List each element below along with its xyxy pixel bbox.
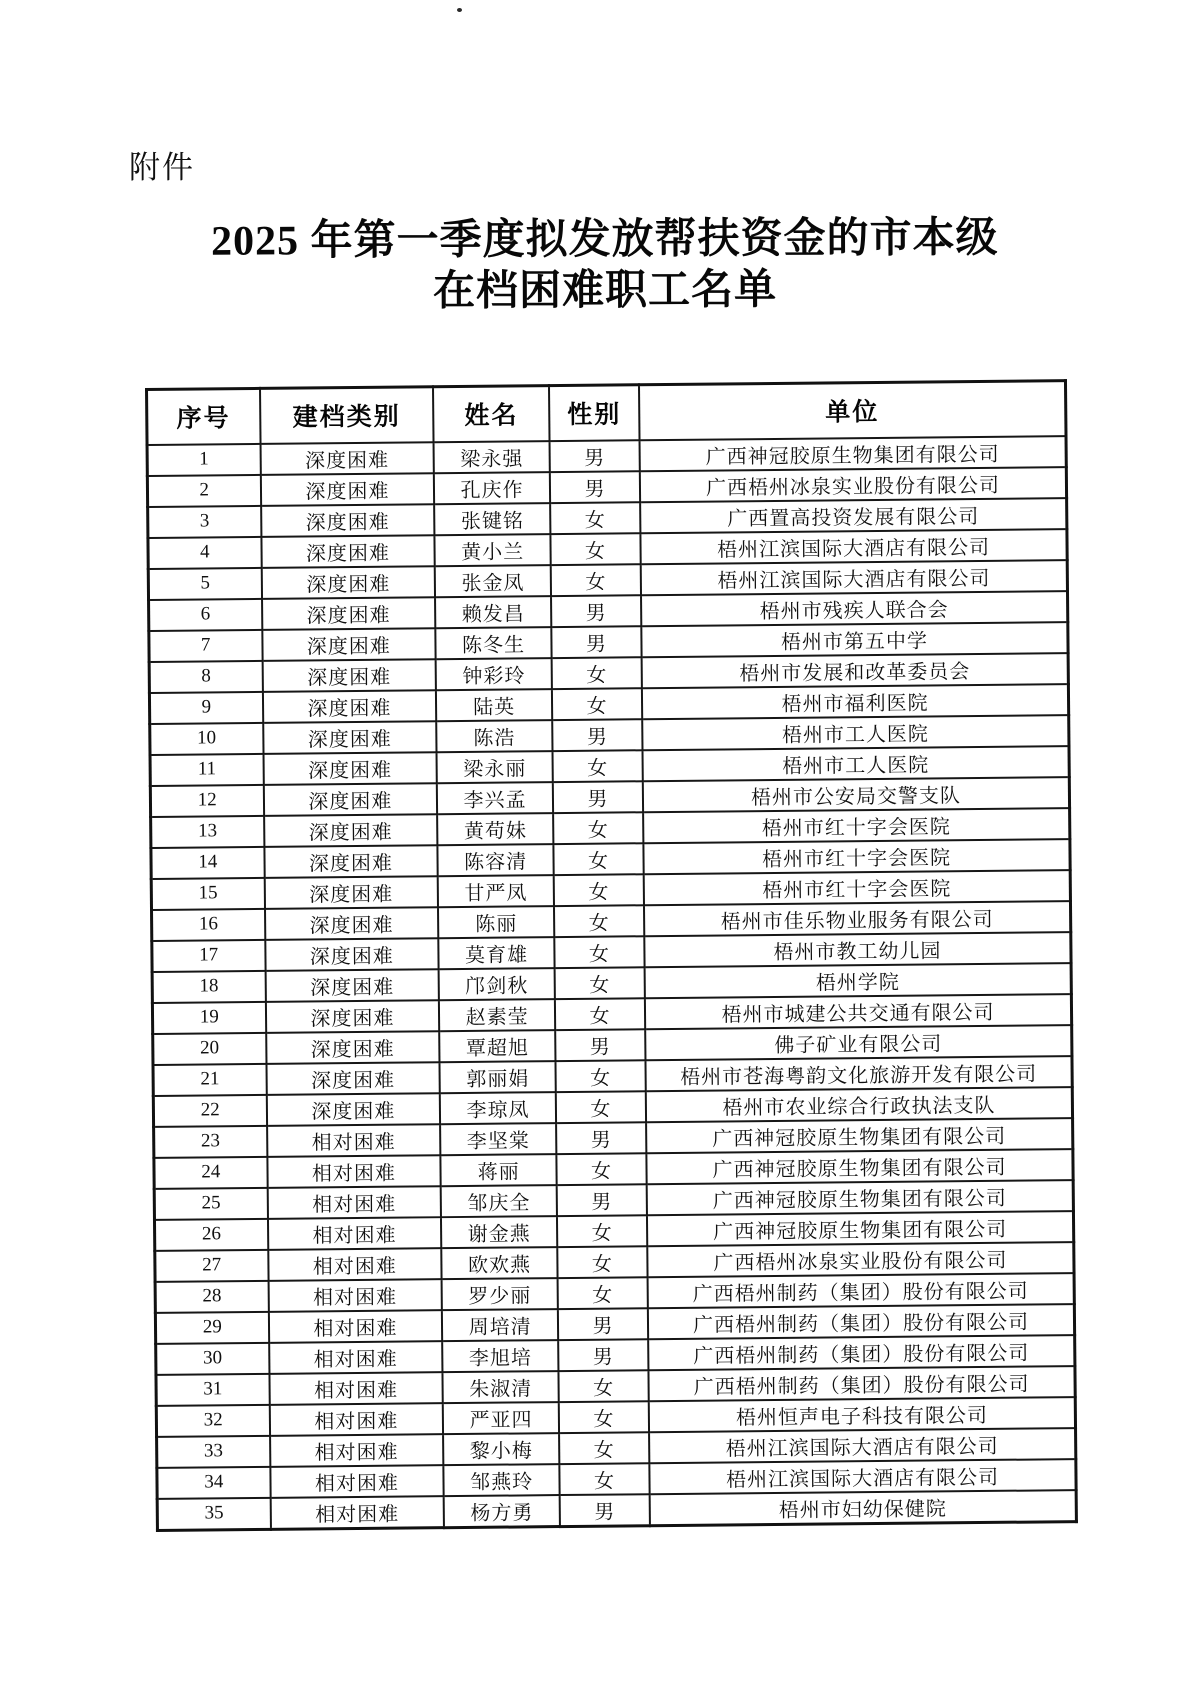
cell-unit: 广西梧州制药（集团）股份有限公司 <box>648 1335 1075 1370</box>
cell-gender: 女 <box>559 1401 649 1433</box>
cell-gender: 女 <box>556 1153 646 1185</box>
cell-name: 李琼凤 <box>440 1092 556 1124</box>
cell-unit: 梧州市工人医院 <box>642 715 1069 750</box>
cell-name: 李兴孟 <box>437 782 553 814</box>
cell-gender: 男 <box>558 1308 648 1340</box>
cell-gender: 男 <box>550 440 640 472</box>
cell-unit: 广西梧州冰泉实业股份有限公司 <box>640 467 1067 502</box>
cell-gender: 男 <box>552 719 642 751</box>
cell-unit: 佛子矿业有限公司 <box>645 1025 1072 1060</box>
header-unit: 单位 <box>639 381 1066 440</box>
document-title-line1: 2025 年第一季度拟发放帮扶资金的市本级 <box>211 215 999 265</box>
cell-name: 杨方勇 <box>444 1495 560 1528</box>
cell-category: 深度困难 <box>260 473 434 506</box>
cell-unit: 梧州市教工幼儿园 <box>644 932 1071 967</box>
cell-gender: 女 <box>552 750 642 782</box>
cell-unit: 梧州江滨国际大酒店有限公司 <box>641 560 1068 595</box>
cell-name: 陈丽 <box>438 906 554 938</box>
cell-gender: 女 <box>554 936 644 968</box>
cell-gender: 女 <box>553 843 643 875</box>
table-header-row <box>147 381 1066 445</box>
header-name: 姓名 <box>433 386 549 442</box>
cell-seq: 14 <box>151 846 264 878</box>
cell-seq: 32 <box>156 1404 269 1436</box>
cell-unit: 梧州江滨国际大酒店有限公司 <box>649 1459 1076 1494</box>
cell-seq: 12 <box>150 784 263 816</box>
cell-gender: 男 <box>551 595 641 627</box>
cell-unit: 梧州市妇幼保健院 <box>650 1490 1077 1526</box>
cell-seq: 4 <box>148 536 261 568</box>
cell-seq: 20 <box>153 1032 266 1064</box>
cell-name: 孔庆作 <box>434 472 550 504</box>
cell-category: 深度困难 <box>263 721 437 754</box>
cell-unit: 梧州市残疾人联合会 <box>641 591 1068 626</box>
cell-seq: 31 <box>156 1373 269 1405</box>
cell-name: 覃超旭 <box>439 1030 555 1062</box>
cell-seq: 23 <box>154 1125 267 1157</box>
cell-gender: 男 <box>553 781 643 813</box>
cell-category: 相对困难 <box>270 1434 444 1467</box>
cell-unit: 梧州市红十字会医院 <box>643 839 1070 874</box>
cell-name: 黄小兰 <box>435 534 551 566</box>
cell-category: 深度困难 <box>262 597 436 630</box>
cell-unit: 梧州市工人医院 <box>643 746 1070 781</box>
cell-category: 深度困难 <box>262 690 436 723</box>
cell-unit: 梧州市红十字会医院 <box>644 870 1071 905</box>
cell-name: 周培清 <box>442 1309 558 1341</box>
cell-seq: 28 <box>155 1280 268 1312</box>
cell-category: 相对困难 <box>268 1217 442 1250</box>
cell-category: 相对困难 <box>268 1310 442 1343</box>
cell-gender: 男 <box>550 471 640 503</box>
cell-name: 陆英 <box>436 689 552 721</box>
cell-gender: 女 <box>550 533 640 565</box>
cell-unit: 梧州江滨国际大酒店有限公司 <box>640 529 1067 564</box>
cell-name: 梁永强 <box>434 441 550 473</box>
cell-category: 深度困难 <box>264 845 438 878</box>
cell-seq: 22 <box>153 1094 266 1126</box>
cell-category: 深度困难 <box>266 1093 440 1126</box>
cell-category: 相对困难 <box>269 1403 443 1436</box>
cell-category: 深度困难 <box>261 504 435 537</box>
cell-name: 蒋丽 <box>441 1154 557 1186</box>
cell-gender: 女 <box>555 1060 645 1092</box>
cell-name: 郭丽娟 <box>440 1061 556 1093</box>
cell-gender: 女 <box>556 1091 646 1123</box>
document-title <box>110 213 1100 320</box>
cell-seq: 8 <box>149 660 262 692</box>
cell-category: 深度困难 <box>265 907 439 940</box>
cell-gender: 男 <box>558 1339 648 1371</box>
cell-seq: 13 <box>151 815 264 847</box>
cell-gender: 女 <box>551 564 641 596</box>
cell-gender: 女 <box>555 998 645 1030</box>
cell-unit: 梧州市农业综合行政执法支队 <box>646 1087 1073 1122</box>
cell-unit: 梧州市佳乐物业服务有限公司 <box>644 901 1071 936</box>
cell-unit: 广西神冠胶原生物集团有限公司 <box>646 1149 1073 1184</box>
cell-gender: 女 <box>559 1432 649 1464</box>
cell-seq: 34 <box>157 1466 270 1498</box>
cell-name: 李坚棠 <box>440 1123 556 1155</box>
cell-unit: 广西神冠胶原生物集团有限公司 <box>647 1180 1074 1215</box>
cell-category: 深度困难 <box>265 969 439 1002</box>
cell-gender: 女 <box>558 1370 648 1402</box>
cell-name: 严亚四 <box>443 1402 559 1434</box>
cell-name: 梁永丽 <box>437 751 553 783</box>
cell-seq: 26 <box>154 1218 267 1250</box>
cell-name: 谢金燕 <box>441 1216 557 1248</box>
cell-unit: 广西梧州制药（集团）股份有限公司 <box>648 1366 1075 1401</box>
cell-name: 赵素莹 <box>439 999 555 1031</box>
roster-table <box>145 379 1078 1531</box>
cell-name: 莫育雄 <box>439 937 555 969</box>
cell-seq: 17 <box>152 939 265 971</box>
cell-unit: 广西神冠胶原生物集团有限公司 <box>646 1118 1073 1153</box>
cell-category: 深度困难 <box>263 783 437 816</box>
cell-seq: 6 <box>149 598 262 630</box>
cell-name: 钟彩玲 <box>436 658 552 690</box>
cell-name: 邹燕玲 <box>444 1464 560 1496</box>
cell-unit: 梧州恒声电子科技有限公司 <box>649 1397 1076 1432</box>
cell-gender: 女 <box>558 1277 648 1309</box>
cell-unit: 广西神冠胶原生物集团有限公司 <box>647 1211 1074 1246</box>
cell-category: 深度困难 <box>265 1000 439 1033</box>
cell-unit: 梧州市城建公共交通有限公司 <box>645 994 1072 1029</box>
cell-gender: 女 <box>554 874 644 906</box>
cell-category: 相对困难 <box>267 1186 441 1219</box>
cell-category: 深度困难 <box>260 442 434 475</box>
cell-seq: 33 <box>157 1435 270 1467</box>
cell-gender: 女 <box>550 502 640 534</box>
cell-gender: 女 <box>553 812 643 844</box>
cell-seq: 15 <box>151 877 264 909</box>
cell-category: 深度困难 <box>262 659 436 692</box>
cell-name: 赖发昌 <box>435 596 551 628</box>
cell-name: 欧欢燕 <box>441 1247 557 1279</box>
cell-category: 相对困难 <box>267 1155 441 1188</box>
header-category: 建档类别 <box>260 387 434 444</box>
cell-category: 相对困难 <box>270 1465 444 1498</box>
cell-unit: 梧州学院 <box>645 963 1072 998</box>
cell-gender: 女 <box>557 1246 647 1278</box>
cell-gender: 女 <box>554 905 644 937</box>
cell-gender: 男 <box>555 1029 645 1061</box>
cell-seq: 5 <box>148 567 261 599</box>
cell-seq: 10 <box>150 722 263 754</box>
cell-category: 深度困难 <box>266 1031 440 1064</box>
cell-seq: 29 <box>155 1311 268 1343</box>
cell-unit: 广西置高投资发展有限公司 <box>640 498 1067 533</box>
cell-unit: 梧州市红十字会医院 <box>643 808 1070 843</box>
cell-unit: 梧州市苍海粤韵文化旅游开发有限公司 <box>646 1056 1073 1091</box>
cell-category: 深度困难 <box>263 752 437 785</box>
cell-seq: 3 <box>148 505 261 537</box>
scan-speck <box>457 8 462 12</box>
cell-seq: 30 <box>156 1342 269 1374</box>
cell-category: 相对困难 <box>269 1372 443 1405</box>
cell-unit: 广西梧州制药（集团）股份有限公司 <box>648 1304 1075 1339</box>
cell-seq: 18 <box>152 970 265 1002</box>
cell-category: 相对困难 <box>268 1248 442 1281</box>
cell-category: 深度困难 <box>266 1062 440 1095</box>
cell-gender: 女 <box>557 1215 647 1247</box>
cell-name: 张键铭 <box>434 503 550 535</box>
cell-name: 黄苟妹 <box>437 813 553 845</box>
cell-category: 相对困难 <box>270 1496 444 1529</box>
cell-unit: 梧州江滨国际大酒店有限公司 <box>649 1428 1076 1463</box>
cell-category: 深度困难 <box>262 628 436 661</box>
header-seq: 序号 <box>147 388 261 444</box>
cell-category: 相对困难 <box>267 1124 441 1157</box>
cell-seq: 25 <box>154 1187 267 1219</box>
cell-gender: 女 <box>552 688 642 720</box>
cell-seq: 9 <box>149 691 262 723</box>
cell-unit: 梧州市第五中学 <box>641 622 1068 657</box>
cell-name: 张金凤 <box>435 565 551 597</box>
cell-name: 罗少丽 <box>442 1278 558 1310</box>
cell-seq: 21 <box>153 1063 266 1095</box>
cell-name: 邝剑秋 <box>439 968 555 1000</box>
cell-name: 陈浩 <box>436 720 552 752</box>
cell-unit: 广西神冠胶原生物集团有限公司 <box>640 436 1067 471</box>
cell-name: 黎小梅 <box>443 1433 559 1465</box>
cell-gender: 女 <box>559 1463 649 1495</box>
cell-category: 深度困难 <box>261 566 435 599</box>
cell-category: 相对困难 <box>268 1279 442 1312</box>
cell-name: 邹庆全 <box>441 1185 557 1217</box>
cell-seq: 24 <box>154 1156 267 1188</box>
cell-unit: 梧州市发展和改革委员会 <box>642 653 1069 688</box>
cell-category: 深度困难 <box>261 535 435 568</box>
cell-gender: 女 <box>555 967 645 999</box>
cell-gender: 女 <box>552 657 642 689</box>
cell-unit: 梧州市福利医院 <box>642 684 1069 719</box>
cell-unit: 广西梧州冰泉实业股份有限公司 <box>647 1242 1074 1277</box>
cell-seq: 2 <box>147 474 260 506</box>
cell-unit: 梧州市公安局交警支队 <box>643 777 1070 812</box>
header-gender: 性别 <box>549 385 640 441</box>
cell-name: 陈冬生 <box>436 627 552 659</box>
cell-seq: 1 <box>147 443 260 475</box>
cell-seq: 35 <box>157 1497 270 1530</box>
cell-seq: 16 <box>152 908 265 940</box>
cell-unit: 广西梧州制药（集团）股份有限公司 <box>648 1273 1075 1308</box>
cell-gender: 男 <box>556 1122 646 1154</box>
attachment-label: 附件 <box>129 150 195 185</box>
cell-name: 陈容清 <box>438 844 554 876</box>
cell-name: 朱淑清 <box>443 1371 559 1403</box>
cell-category: 深度困难 <box>264 876 438 909</box>
cell-category: 深度困难 <box>265 938 439 971</box>
table-body <box>147 436 1076 1530</box>
cell-seq: 7 <box>149 629 262 661</box>
cell-gender: 男 <box>551 626 641 658</box>
cell-seq: 11 <box>150 753 263 785</box>
cell-category: 相对困难 <box>269 1341 443 1374</box>
cell-seq: 19 <box>152 1001 265 1033</box>
cell-category: 深度困难 <box>264 814 438 847</box>
document-title-line2: 在档困难职工名单 <box>432 267 778 315</box>
cell-name: 李旭培 <box>442 1340 558 1372</box>
cell-gender: 男 <box>560 1494 650 1526</box>
cell-name: 甘严凤 <box>438 875 554 907</box>
roster-table-wrap <box>145 379 1078 1531</box>
cell-seq: 27 <box>155 1249 268 1281</box>
cell-gender: 男 <box>557 1184 647 1216</box>
